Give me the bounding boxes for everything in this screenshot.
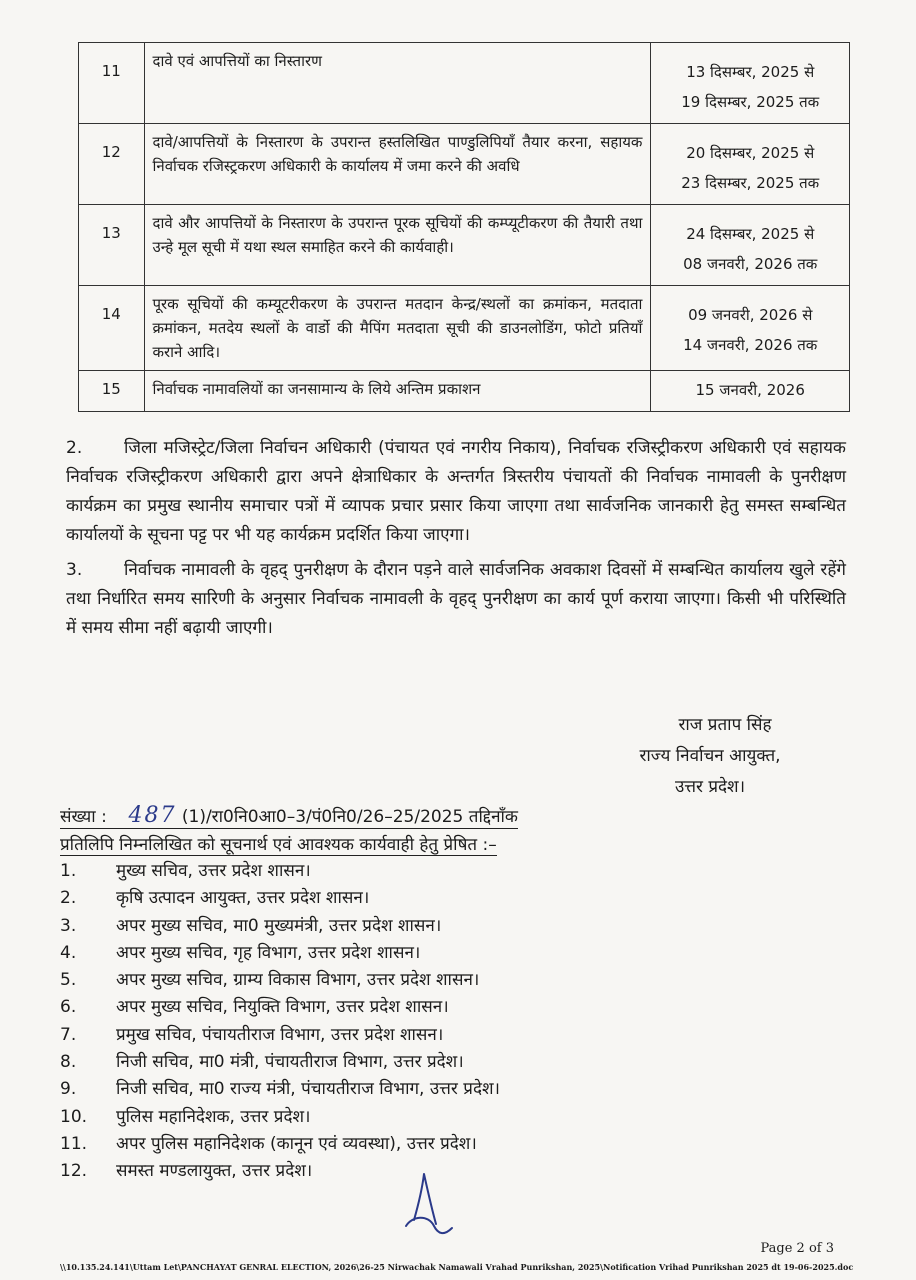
date-to: 08 जनवरी, 2026 तक — [683, 255, 818, 273]
handwritten-number: 487 — [128, 803, 177, 828]
copy-intro: प्रतिलिपि निम्नलिखित को सूचनार्थ एवं आवश्यक कार्यवाही हेतु प्रेषित :– — [60, 835, 497, 855]
table-row — [79, 286, 850, 371]
signature-block — [610, 710, 810, 803]
list-item: 12. समस्त मण्डलायुक्त, उत्तर प्रदेश। — [60, 1161, 313, 1182]
date-from: 20 दिसम्बर, 2025 से — [686, 144, 815, 162]
page-number: Page 2 of 3 — [760, 1241, 834, 1256]
date-from: 09 जनवरी, 2026 से — [688, 306, 813, 324]
paragraph-text: जिला मजिस्ट्रेट/जिला निर्वाचन अधिकारी (पंचायत एवं नगरीय निकाय), निर्वाचक रजिस्ट्रीकरण अधिकारी एवं सहायक निर्वाचक रजिस्ट्रीकरण अधिकारी द्वारा अपने क्षेत्राधिकार के अन्तर्गत त्रिस्तरीय पंचायतों की निर्वाचक नामावली के पुनरीक्षण कार्यक्रम का प्रमुख स्थानीय समाचार पत्रों में व्यापक प्रचार प्रसार किया जाएगा तथा सार्वजनिक जानकारी हेतु समस्त सम्बन्धित कार्यालयों के सूचना पट्ट पर भी यह कार्यक्रम प्रदर्शित किया जाएगा। — [66, 438, 846, 545]
date-from: 15 जनवरी, 2026 — [695, 381, 805, 399]
row-dates — [651, 43, 850, 124]
paragraph-2 — [66, 434, 846, 550]
signatory-name: राज प्रताप सिंह — [678, 715, 772, 735]
paragraph-text: निर्वाचक नामावली के वृहद् पुनरीक्षण के दौरान पड़ने वाले सार्वजनिक अवकाश दिवसों में सम्बन्धित कार्यालय खुले रहेंगे तथा निर्धारित समय सारिणी के अनुसार निर्वाचक नामावली के वृहद् पुनरीक्षण का कार्य पूर्ण कराया जाएगा। किसी भी परिस्थिति में समय सीमा नहीं बढ़ायी जाएगी। — [66, 560, 846, 638]
list-item: 4. अपर मुख्य सचिव, गृह विभाग, उत्तर प्रदेश शासन। — [60, 942, 421, 963]
row-description: निर्वाचक नामावलियों का जनसामान्य के लिये अन्तिम प्रकाशन — [144, 371, 651, 412]
list-item: 2. कृषि उत्पादन आयुक्त, उत्तर प्रदेश शासन। — [60, 888, 370, 909]
copy-list — [60, 858, 500, 1186]
row-description: दावे एवं आपत्तियों का निस्तारण — [144, 43, 651, 124]
row-number: 13 — [79, 205, 145, 286]
list-item: 3. अपर मुख्य सचिव, मा0 मुख्यमंत्री, उत्तर प्रदेश शासन। — [60, 915, 442, 936]
list-item: 5. अपर मुख्य सचिव, ग्राम्य विकास विभाग, उत्तर प्रदेश शासन। — [60, 970, 480, 991]
row-description: दावे/आपत्तियों के निस्तारण के उपरान्त हस्तलिखित पाण्डुलिपियाँ तैयार करना, सहायक निर्वाचक रजिस्ट्रकरण अधिकारी के कार्यालय में जमा करने की अवधि — [144, 124, 651, 205]
row-number: 12 — [79, 124, 145, 205]
paragraph-number: 3. — [66, 560, 83, 580]
date-to: 19 दिसम्बर, 2025 तक — [681, 93, 820, 111]
table-row — [79, 43, 850, 124]
reference-text: (1)/रा0नि0आ0–3/पं0नि0/26–25/2025 तद्दिनाँक — [181, 807, 518, 827]
row-dates — [651, 371, 850, 412]
table-row — [79, 205, 850, 286]
list-item: 6. अपर मुख्य सचिव, नियुक्ति विभाग, उत्तर प्रदेश शासन। — [60, 997, 449, 1018]
row-dates — [651, 205, 850, 286]
row-dates — [651, 286, 850, 371]
date-from: 24 दिसम्बर, 2025 से — [686, 225, 815, 243]
date-to: 23 दिसम्बर, 2025 तक — [681, 174, 820, 192]
signatory-designation: राज्य निर्वाचन आयुक्त, — [639, 746, 781, 766]
table-row — [79, 371, 850, 412]
list-item: 7. प्रमुख सचिव, पंचायतीराज विभाग, उत्तर प्रदेश शासन। — [60, 1024, 444, 1045]
file-path-footer: \\10.135.24.141\Uttam Let\PANCHAYAT GENRAL ELECTION, 2026\26-25 Nirwachak Namawali Vrahad Punrikshan, 2025\Notification Vrihad Punrikshan 2025 dt 19-06-2025.doc — [60, 1262, 854, 1272]
date-to: 14 जनवरी, 2026 तक — [683, 336, 818, 354]
row-dates — [651, 124, 850, 205]
signatory-state: उत्तर प्रदेश। — [674, 777, 746, 797]
paragraph-3 — [66, 556, 846, 643]
table-row — [79, 124, 850, 205]
list-item: 9. निजी सचिव, मा0 राज्य मंत्री, पंचायतीराज विभाग, उत्तर प्रदेश। — [60, 1079, 500, 1100]
list-item: 10. पुलिस महानिदेशक, उत्तर प्रदेश। — [60, 1106, 311, 1127]
paragraph-number: 2. — [66, 438, 83, 458]
row-description: दावे और आपत्तियों के निस्तारण के उपरान्त पूरक सूचियों की कम्प्यूटीकरण की तैयारी तथा उन्हे मूल सूची में यथा स्थल समाहित करने की कार्यवाही। — [144, 205, 651, 286]
reference-label: संख्या : 487 (1)/रा0नि0आ0–3/पं0नि0/26–25/2025 तद्दिनाँक — [60, 803, 518, 828]
list-item: 1. मुख्य सचिव, उत्तर प्रदेश शासन। — [60, 861, 311, 881]
date-from: 13 दिसम्बर, 2025 से — [686, 63, 815, 81]
list-item: 11. अपर पुलिस महानिदेशक (कानून एवं व्यवस्था), उत्तर प्रदेश। — [60, 1133, 477, 1154]
reference-number — [60, 803, 518, 828]
list-item: 8. निजी सचिव, मा0 मंत्री, पंचायतीराज विभाग, उत्तर प्रदेश। — [60, 1052, 464, 1073]
row-number: 14 — [79, 286, 145, 371]
row-description: पूरक सूचियों की कम्यूटरीकरण के उपरान्त मतदान केन्द्र/स्थलों का क्रमांकन, मतदाता क्रमांकन, मतदेय स्थलों के वार्डो की मैपिंग मतदाता सूची की डाउनलोडिंग, फोटो प्रतियाँ कराने आदि। — [144, 286, 651, 371]
row-number: 11 — [79, 43, 145, 124]
handwritten-initials-icon — [398, 1170, 458, 1248]
row-number: 15 — [79, 371, 145, 412]
schedule-table — [78, 42, 850, 412]
